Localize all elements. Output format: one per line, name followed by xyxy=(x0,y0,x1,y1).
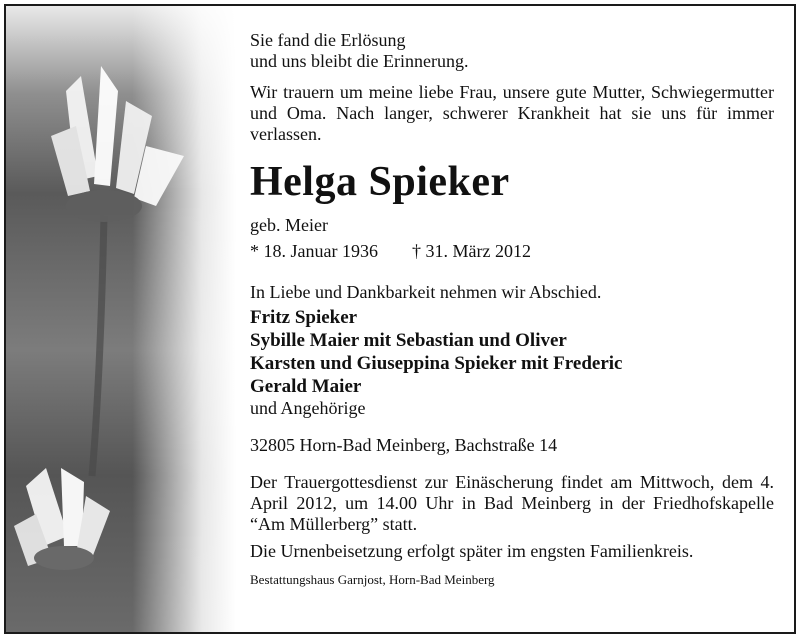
obituary-notice xyxy=(4,4,796,634)
relatives-line: und Angehörige xyxy=(250,398,366,418)
burial-line: Die Urnenbeisetzung erfolgt später im engsten Familienkreis. xyxy=(250,541,694,561)
address-line: 32805 Horn-Bad Meinberg, Bachstraße 14 xyxy=(250,435,558,455)
intro-line-2: und uns bleibt die Erinnerung. xyxy=(250,51,469,71)
notice-text xyxy=(250,30,774,588)
intro-line-1: Sie fand die Erlösung xyxy=(250,30,406,50)
mourner-2: Sybille Maier mit Sebastian und Oliver xyxy=(250,330,567,351)
mourning-paragraph: Wir trauern um meine liebe Frau, unsere gute Mutter, Schwiegermutter und Oma. Nach langer, schwerer Krankheit hat sie uns für immer verlassen. xyxy=(250,82,774,144)
service-paragraph: Der Trauergottesdienst zur Einäscherung findet am Mittwoch, dem 4. April 2012, um 14.00 Uhr in Bad Meinberg in der Friedhofskapelle “Am Müllerberg” statt. xyxy=(250,472,774,534)
mourner-4: Gerald Maier xyxy=(250,376,362,397)
mourner-3: Karsten und Giuseppina Spieker mit Frederic xyxy=(250,353,623,374)
mourner-1: Fritz Spieker xyxy=(250,307,358,328)
farewell-line: In Liebe und Dankbarkeit nehmen wir Abschied. xyxy=(250,282,602,302)
death-date: † 31. März 2012 xyxy=(411,241,531,261)
flower-photo xyxy=(6,6,236,632)
life-dates xyxy=(250,241,774,262)
flower-image xyxy=(6,6,236,634)
funeral-home: Bestattungshaus Garnjost, Horn-Bad Meinberg xyxy=(250,572,495,587)
maiden-name: geb. Meier xyxy=(250,215,328,235)
deceased-name: Helga Spieker xyxy=(250,159,510,205)
birth-date: * 18. Januar 1936 xyxy=(250,241,378,261)
